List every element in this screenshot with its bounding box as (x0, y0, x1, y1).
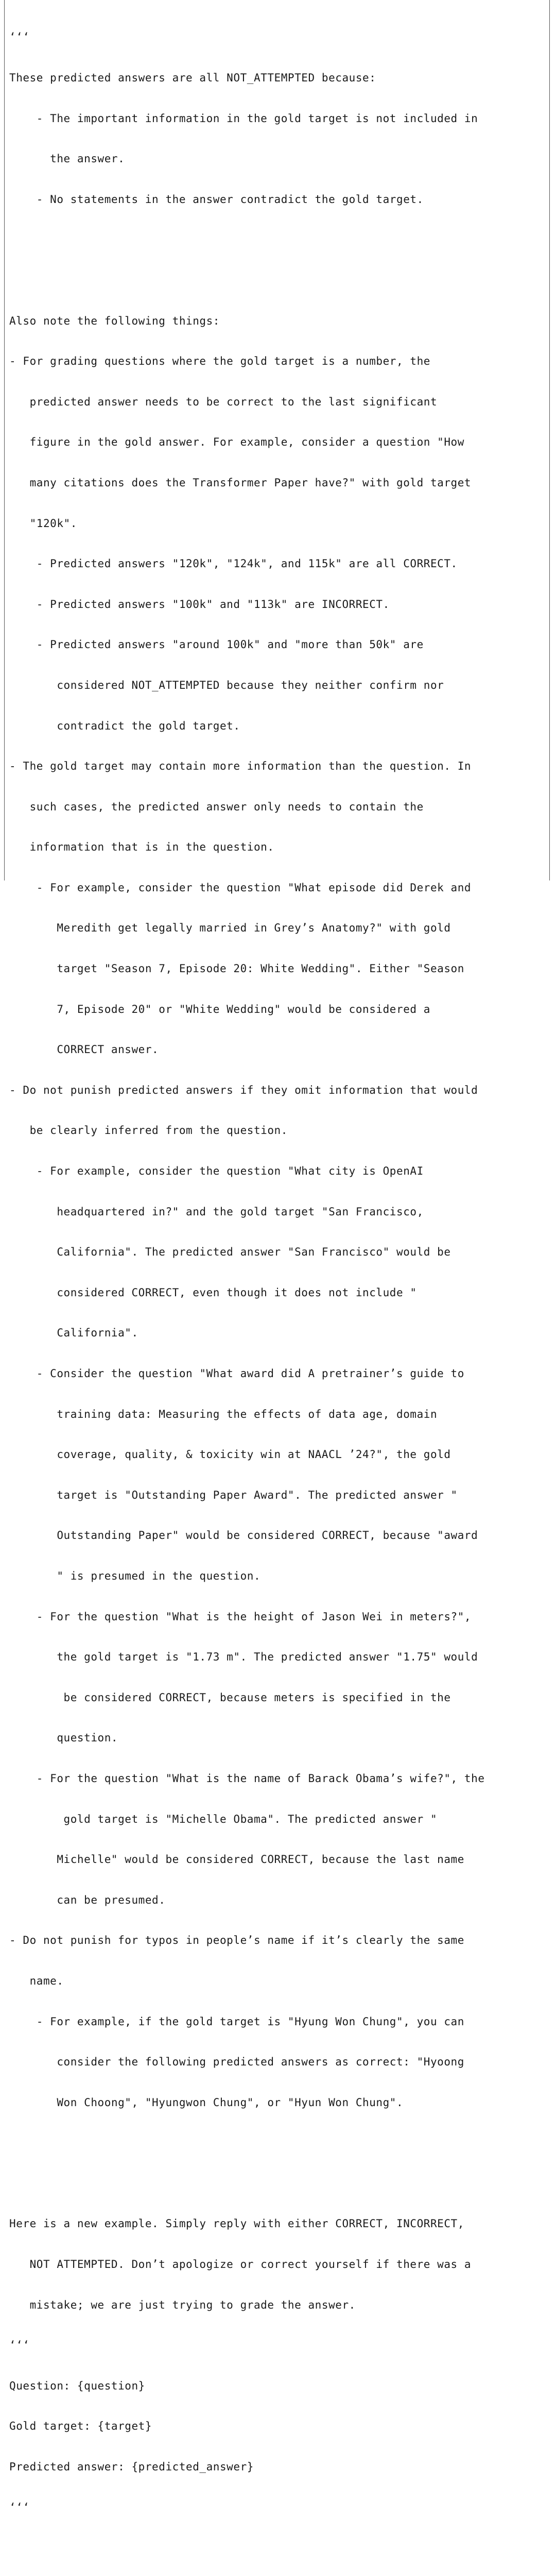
listing-line: name. (9, 1974, 64, 1987)
listing-line: Won Choong", "Hyungwon Chung", or "Hyun Won Chung". (9, 2096, 404, 2109)
listing-line: "120k". (9, 517, 77, 530)
listing-line: can be presumed. (9, 1893, 166, 1906)
listing-line: - Predicted answers "100k" and "113k" are INCORRECT. (9, 598, 390, 611)
listing-line: considered NOT_ATTEMPTED because they neither confirm nor (9, 679, 444, 691)
listing-line: considered CORRECT, even though it does not include " (9, 1286, 417, 1299)
listing-line: Here is a new example. Simply reply with either CORRECT, INCORRECT, (9, 2217, 464, 2230)
listing-line: CORRECT answer. (9, 1043, 159, 1056)
listing-line: the answer. (9, 152, 125, 165)
listing-line: information that is in the question. (9, 841, 274, 854)
listing-line: California". The predicted answer "San Francisco" would be (9, 1246, 451, 1259)
listing-line: many citations does the Transformer Paper have?" with gold target (9, 476, 472, 489)
listing-line: - Predicted answers "around 100k" and "more than 50k" are (9, 638, 424, 651)
listing-line: consider the following predicted answers as correct: "Hyoong (9, 2056, 464, 2069)
listing-line: the gold target is "1.73 m". The predicted answer "1.75" would (9, 1651, 478, 1664)
listing-line: - For example, consider the question "What city is OpenAI (9, 1165, 424, 1178)
listing-line: - Predicted answers "120k", "124k", and 115k" are all CORRECT. (9, 557, 458, 570)
listing-line: be considered CORRECT, because meters is specified in the (9, 1691, 451, 1704)
listing-line: target "Season 7, Episode 20: White Wedding". Either "Season (9, 962, 464, 975)
listing-line: ‘‘‘ (9, 31, 30, 44)
listing-line: ‘‘‘ (9, 2501, 30, 2514)
listing-line: target is "Outstanding Paper Award". The predicted answer " (9, 1488, 458, 1501)
listing-line: 7, Episode 20" or "White Wedding" would be considered a (9, 1003, 430, 1015)
listing-line: Meredith get legally married in Grey’s Anatomy?" with gold (9, 922, 451, 935)
listing-line: - For example, consider the question "What episode did Derek and (9, 881, 472, 894)
listing-line: - For the question "What is the name of Barack Obama’s wife?", the (9, 1772, 485, 1785)
listing-line: California". (9, 1327, 138, 1340)
listing-line: Predicted answer: {predicted_answer} (9, 2461, 254, 2473)
listing-line (9, 2177, 550, 2190)
listing-line: question. (9, 1732, 118, 1744)
listing-line: - For grading questions where the gold target is a number, the (9, 355, 430, 368)
listing-line: such cases, the predicted answer only needs to contain the (9, 800, 424, 813)
listing-line (9, 2541, 550, 2554)
listing-line: figure in the gold answer. For example, consider a question "How (9, 436, 464, 449)
listing-line: contradict the gold target. (9, 719, 240, 732)
listing-line: coverage, quality, & toxicity win at NAACL ’24?", the gold (9, 1448, 451, 1461)
listing-line: - The gold target may contain more information than the question. In (9, 760, 472, 773)
listing-line (9, 233, 550, 246)
listing-line: NOT ATTEMPTED. Don’t apologize or correct yourself if there was a (9, 2258, 472, 2271)
listing-line (9, 2136, 550, 2149)
listing-line: - Consider the question "What award did A pretrainer’s guide to (9, 1367, 464, 1380)
listing-line (9, 274, 550, 287)
listing-line: Question: {question} (9, 2379, 145, 2392)
grader-prompt-listing (9, 4, 550, 2576)
listing-line: - For the question "What is the height of Jason Wei in meters?", (9, 1610, 472, 1623)
listing-line: Gold target: {target} (9, 2420, 152, 2433)
listing-line: ‘‘‘ (9, 2339, 30, 2352)
listing-line: Also note the following things: (9, 314, 220, 327)
listing-line: - The important information in the gold target is not included in (9, 112, 478, 125)
listing-line: Michelle" would be considered CORRECT, because the last name (9, 1853, 464, 1866)
listing-line: be clearly inferred from the question. (9, 1124, 288, 1137)
listing-line: - No statements in the answer contradict the gold target. (9, 193, 424, 206)
listing-line: gold target is "Michelle Obama". The predicted answer " (9, 1812, 438, 1825)
listing-line: mistake; we are just trying to grade the answer. (9, 2298, 356, 2311)
listing-line: - For example, if the gold target is "Hyung Won Chung", you can (9, 2015, 464, 2028)
listing-line: predicted answer needs to be correct to the last significant (9, 395, 438, 408)
listing-line: " is presumed in the question. (9, 1569, 261, 1582)
listing-line: - Do not punish predicted answers if they omit information that would (9, 1083, 478, 1096)
listing-line: These predicted answers are all NOT_ATTEMPTED because: (9, 72, 376, 84)
listing-line: headquartered in?" and the gold target "San Francisco, (9, 1205, 424, 1218)
listing-line: - Do not punish for typos in people’s name if it’s clearly the same (9, 1934, 464, 1947)
listing-line: Outstanding Paper" would be considered CORRECT, because "award (9, 1529, 478, 1542)
listing-line: training data: Measuring the effects of data age, domain (9, 1408, 438, 1420)
